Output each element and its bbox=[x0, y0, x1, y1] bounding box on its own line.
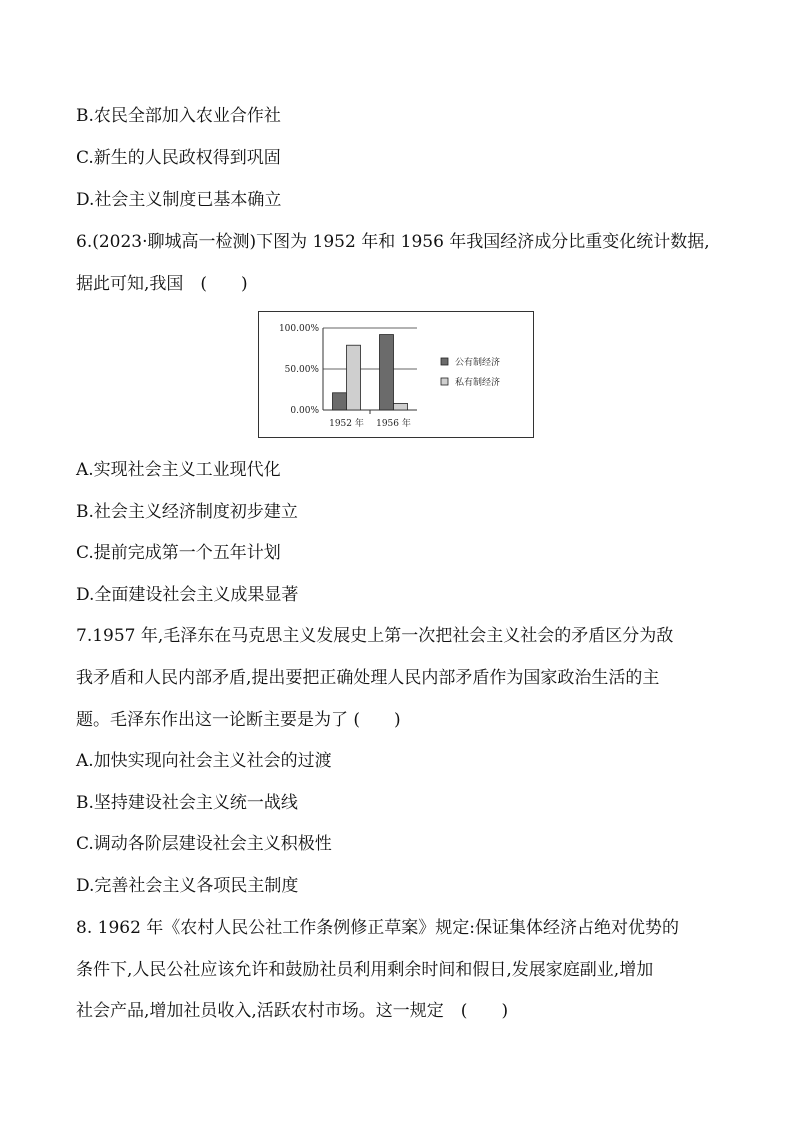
q5-option-d: D.社会主义制度已基本确立 bbox=[76, 190, 282, 210]
q6-option-c: C.提前完成第一个五年计划 bbox=[76, 543, 281, 563]
bar bbox=[347, 345, 361, 410]
chart-svg bbox=[259, 312, 533, 437]
q6-option-d: D.全面建设社会主义成果显著 bbox=[76, 585, 299, 605]
q5-option-b: B.农民全部加入农业合作社 bbox=[76, 106, 281, 126]
legend-swatch bbox=[441, 358, 448, 365]
q8-stem-line3: 社会产品,增加社员收入,活跃农村市场。这一规定 ( ) bbox=[76, 1001, 509, 1021]
q8-stem-line2: 条件下,人民公社应该允许和鼓励社员利用剩余时间和假日,发展家庭副业,增加 bbox=[76, 960, 654, 980]
q7-stem-line3: 题。毛泽东作出这一论断主要是为了 ( ) bbox=[76, 710, 401, 730]
bar bbox=[394, 403, 408, 410]
legend-label: 公有制经济 bbox=[455, 358, 501, 368]
y-tick-label: 50.00% bbox=[284, 365, 319, 375]
q7-option-a: A.加快实现向社会主义社会的过渡 bbox=[76, 751, 332, 771]
x-tick-label: 1952 年 bbox=[329, 419, 364, 429]
q8-stem-line1: 8. 1962 年《农村人民公社工作条例修正草案》规定:保证集体经济占绝对优势的 bbox=[76, 918, 680, 938]
legend-swatch bbox=[441, 378, 448, 385]
x-tick-label: 1956 年 bbox=[376, 419, 411, 429]
economy-share-chart bbox=[258, 311, 534, 438]
legend-label: 私有制经济 bbox=[455, 378, 501, 388]
q5-option-c: C.新生的人民政权得到巩固 bbox=[76, 148, 281, 168]
bar bbox=[380, 335, 394, 410]
q6-option-b: B.社会主义经济制度初步建立 bbox=[76, 502, 298, 522]
q7-option-d: D.完善社会主义各项民主制度 bbox=[76, 876, 299, 896]
y-tick-label: 100.00% bbox=[278, 324, 319, 334]
q6-stem-line1: 6.(2023·聊城高一检测)下图为 1952 年和 1956 年我国经济成分比重变化统计数据, bbox=[76, 232, 710, 252]
y-tick-label: 0.00% bbox=[290, 406, 319, 416]
q6-option-a: A.实现社会主义工业现代化 bbox=[76, 460, 281, 480]
bar bbox=[333, 393, 347, 410]
q7-option-b: B.坚持建设社会主义统一战线 bbox=[76, 793, 298, 813]
q7-stem-line2: 我矛盾和人民内部矛盾,提出要把正确处理人民内部矛盾作为国家政治生活的主 bbox=[76, 668, 660, 688]
q7-stem-line1: 7.1957 年,毛泽东在马克思主义发展史上第一次把社会主义社会的矛盾区分为敌 bbox=[76, 626, 674, 646]
q7-option-c: C.调动各阶层建设社会主义积极性 bbox=[76, 834, 332, 854]
q6-stem-line2: 据此可知,我国 ( ) bbox=[76, 274, 248, 294]
